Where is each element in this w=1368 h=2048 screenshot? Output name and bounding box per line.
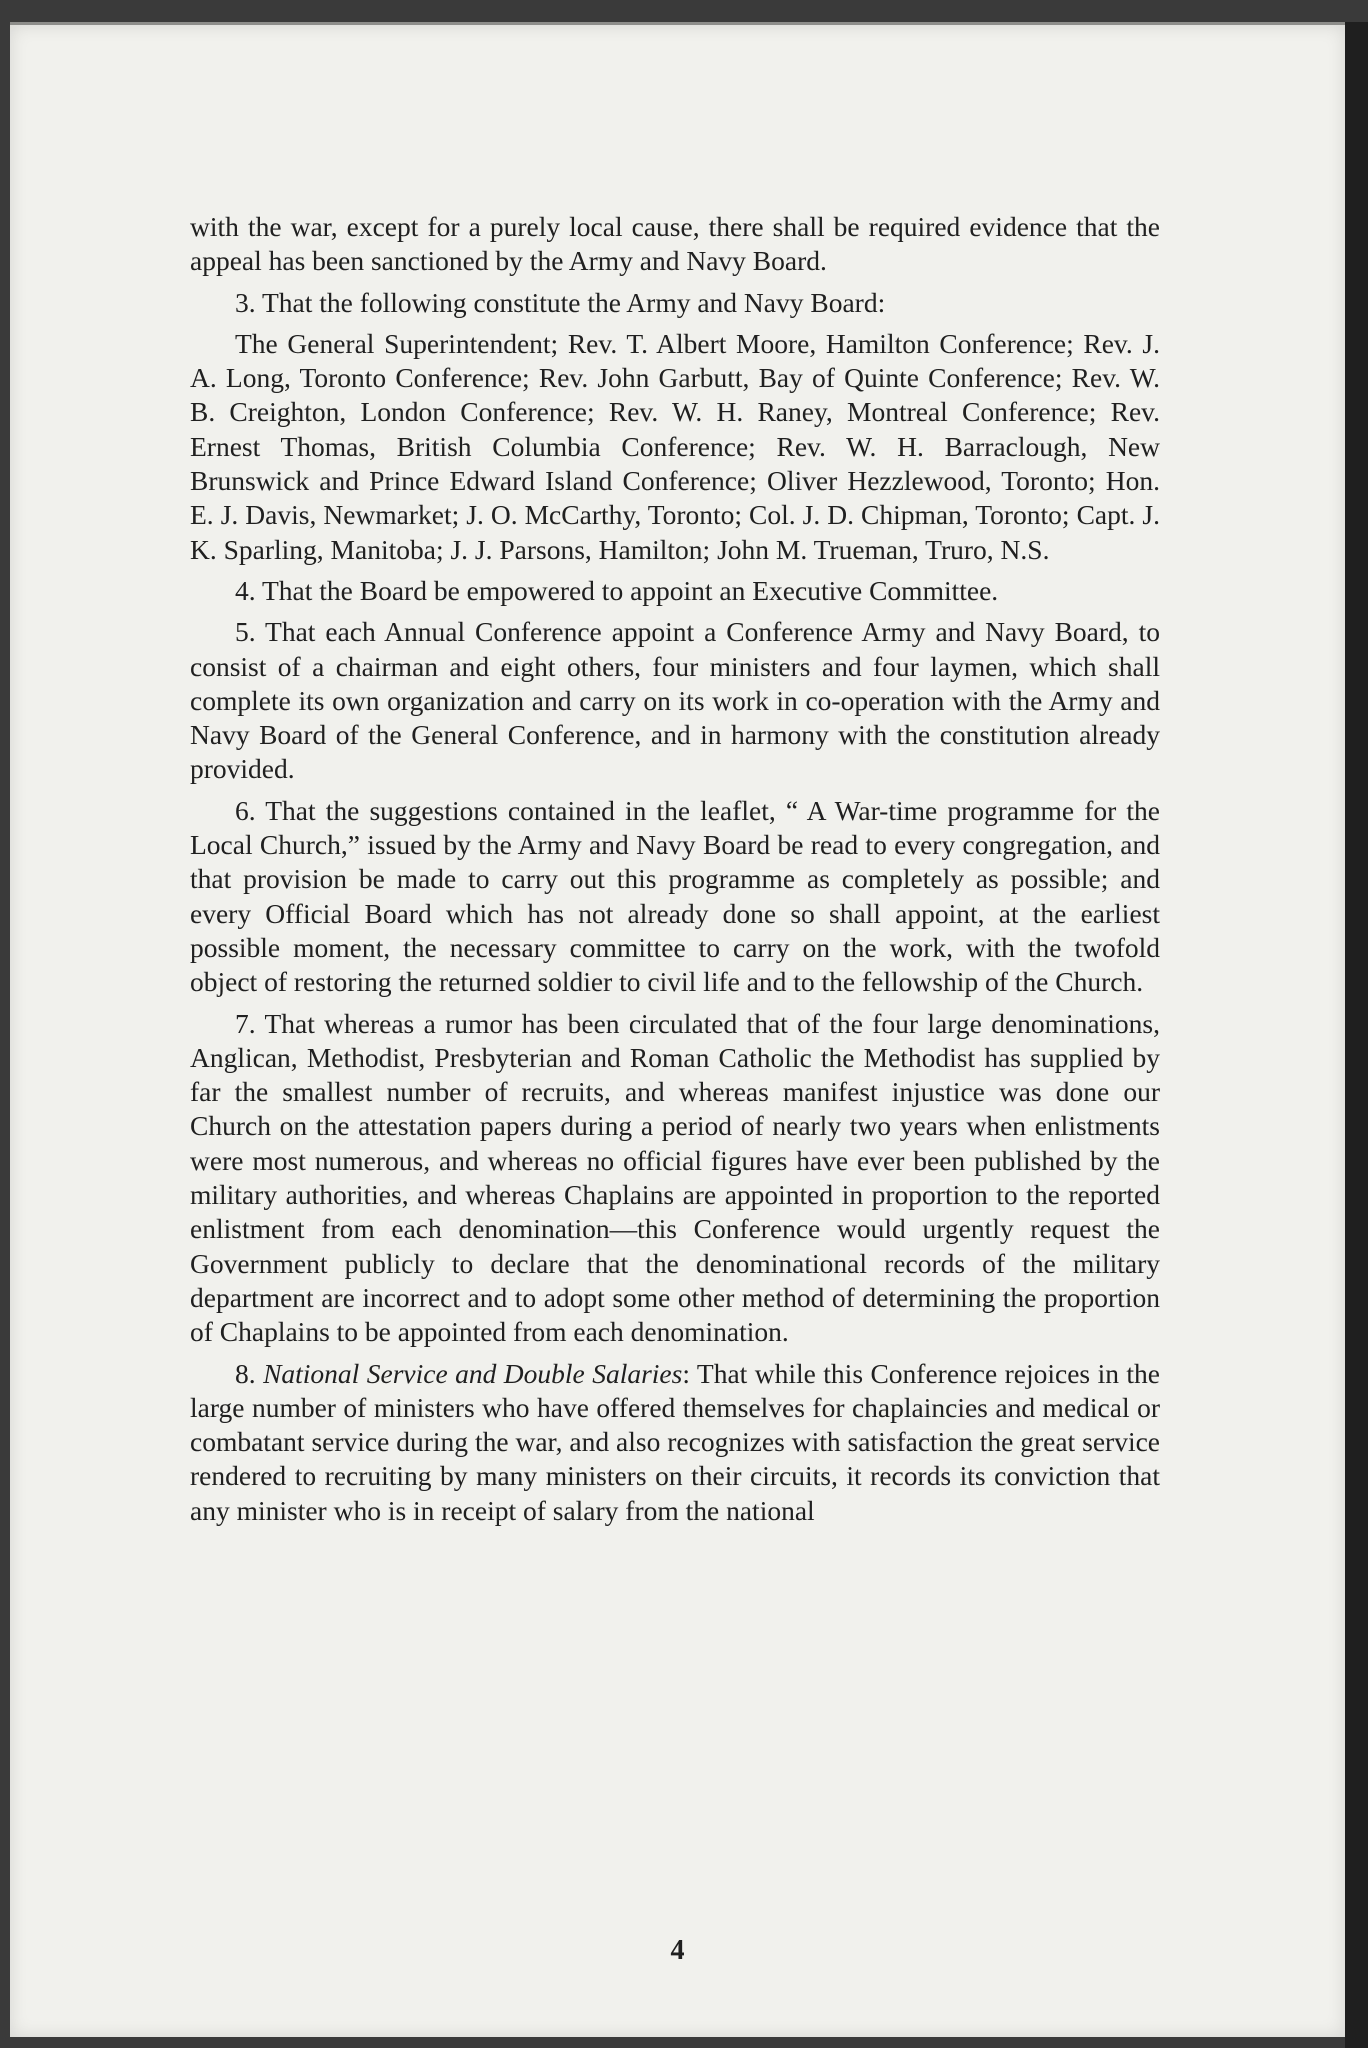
paragraph-3: 3. That the following constitute the Army and Navy Board: xyxy=(235,286,886,318)
paragraph-4: 4. That the Board be empowered to appoint an Executive Committee. xyxy=(235,574,999,606)
body-text xyxy=(190,210,1160,1535)
paragraph-8-number: 8. xyxy=(235,1357,256,1389)
paragraph-8 xyxy=(190,1357,1160,1528)
document-page xyxy=(10,22,1345,2037)
scan-edge xyxy=(1345,22,1368,2048)
paragraph-6: 6. That the suggestions contained in the leaflet, “ A War-time programme for the Local Church,” issued by the Army and Navy Board be read to every congregation, and that provision be made to carry out this programme as completely as possible; and every Official Board which has not already done so shall appoint, at the earliest possible moment, the necessary committee to carry on the work, with the twofold object of restoring the returned soldier to civil life and to the fellowship of the Church. xyxy=(190,794,1160,998)
paragraph-3-members: The General Superintendent; Rev. T. Albert Moore, Hamilton Conference; Rev. J. A. Long, Toronto Conference; Rev. John Garbutt, Bay of Quinte Conference; Rev. W. B. Creighton, London Conference; Rev. W. H. Raney, Montreal Conference; Rev. Ernest Thomas, British Columbia Conference; Rev. W. H. Barraclough, New Brunswick and Prince Edward Island Conference; Oliver Hezzlewood, Toronto; Hon. E. J. Davis, Newmarket; J. O. McCarthy, Toronto; Col. J. D. Chipman, Toronto; Capt. J. K. Sparling, Manitoba; J. J. Parsons, Hamilton; John M. Trueman, Truro, N.S. xyxy=(190,327,1160,565)
page-number: 4 xyxy=(670,1935,685,1966)
paragraph-continuation: with the war, except for a purely local cause, there shall be required evidence that the appeal has been sanctioned by the Army and Navy Board. xyxy=(190,211,1160,277)
paragraph-8-body: : That while this Conference rejoices in the large number of ministers who have offered themselves for chaplaincies and medical or combatant service during the war, and also recognizes with satisfaction the great service rendered to recruiting by many ministers on their circuits, it records its conviction that any minister who is in receipt of salary from the national xyxy=(190,1357,1160,1526)
paragraph-5: 5. That each Annual Conference appoint a Conference Army and Navy Board, to consist of a chairman and eight others, four ministers and four laymen, which shall complete its own organization and carry on its work in co-operation with the Army and Navy Board of the General Conference, and in harmony with the constitution already provided. xyxy=(190,616,1160,785)
paragraph-7: 7. That whereas a rumor has been circulated that of the four large denominations, Anglican, Methodist, Presbyterian and Roman Catholic the Methodist has supplied by far the smallest number of recruits, and whereas manifest injustice was done our Church on the attestation papers during a period of nearly two years when enlistments were most numerous, and whereas no official figures have ever been published by the military authorities, and whereas Chaplains are appointed in proportion to the reported enlistment from each denomination—this Conference would urgently request the Government publicly to declare that the denominational records of the military department are incorrect and to adopt some other method of determining the proportion of Chaplains to be appointed from each denomination. xyxy=(190,1007,1160,1348)
paragraph-8-heading: National Service and Double Salaries xyxy=(263,1357,683,1389)
